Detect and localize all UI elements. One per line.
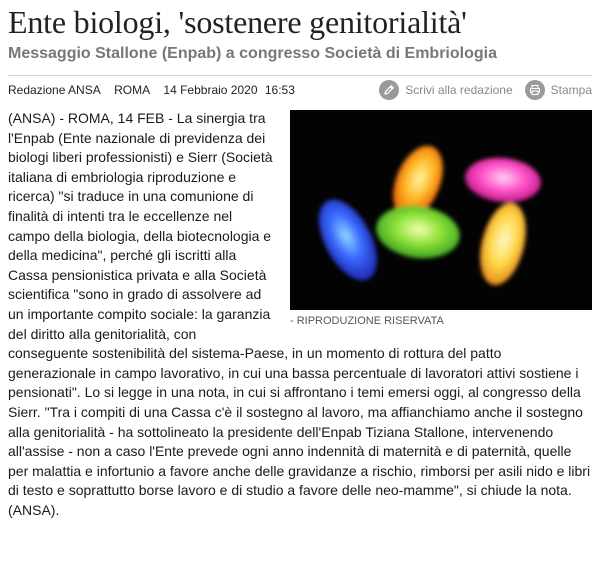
write-to-editor-button[interactable]: [379, 80, 512, 100]
article-subheadline: Messaggio Stallone (Enpab) a congresso Società di Embriologia: [8, 45, 497, 62]
byline-city: ROMA: [114, 83, 151, 97]
article-body: [8, 109, 592, 520]
article-headline: Ente biologi, 'sostenere genitorialità': [8, 4, 467, 40]
byline-date: 14 Febbraio 2020: [163, 83, 258, 97]
article-container: [8, 0, 592, 518]
printer-icon: [525, 80, 545, 100]
byline-time: 16:53: [264, 83, 295, 97]
article-tools: [367, 79, 592, 101]
print-label: Stampa: [550, 83, 592, 97]
article-photo[interactable]: [290, 110, 592, 310]
byline-source: Redazione ANSA: [8, 83, 101, 97]
print-button[interactable]: [525, 80, 592, 100]
photo-caption: - RIPRODUZIONE RISERVATA: [290, 315, 444, 327]
article-text: (ANSA) - ROMA, 14 FEB - La sinergia tra l'Enpab (Ente nazionale di previdenza dei biologi liberi professionisti) e Sierr (Società italiana di embriologia riproduzione e ricerca) "si traduce in una comunione di finalità di intenti tra le eccellenze nel campo della biologia, della biotecnologia e della medicina", perché gli iscritti alla Cassa pensionistica privata e alla Società scientifica "sono in grado di assolvere ad un importante compito sociale: la garanzia del diritto alla genitorialità, con conseguente sostenibilità del sistema-Paese, in un momento di rottura del patto generazionale in campo lavorativo, in cui una bassa percentuale di lavoratori attivi sostiene i pensionati". Lo si legge in una nota, in cui si affrontano i temi emersi oggi, al congresso della Sierr. "Tra i compiti di una Cassa c'è il sostegno al lavoro, ma affianchiamo anche il sostegno alla genitorialità - ha sottolineato la presidente dell'Enpab Tiziana Stallone, intervenendo all'assise - non a caso l'Ente prevede ogni anno indennità di maternità e di paternità, quelle per malattia e infortunio a favore anche delle gravidanze a rischio, rimborsi per asili nido e libri di testo e soprattutto borse lavoro e di studio a favore delle neo-mamme", si chiude la nota. (ANSA).: [8, 110, 591, 518]
article-byline: [8, 83, 305, 97]
write-to-editor-label: Scrivi alla redazione: [405, 83, 513, 97]
article-meta-bar: [8, 75, 592, 104]
pencil-icon: [379, 80, 399, 100]
article-figure: [290, 110, 592, 328]
